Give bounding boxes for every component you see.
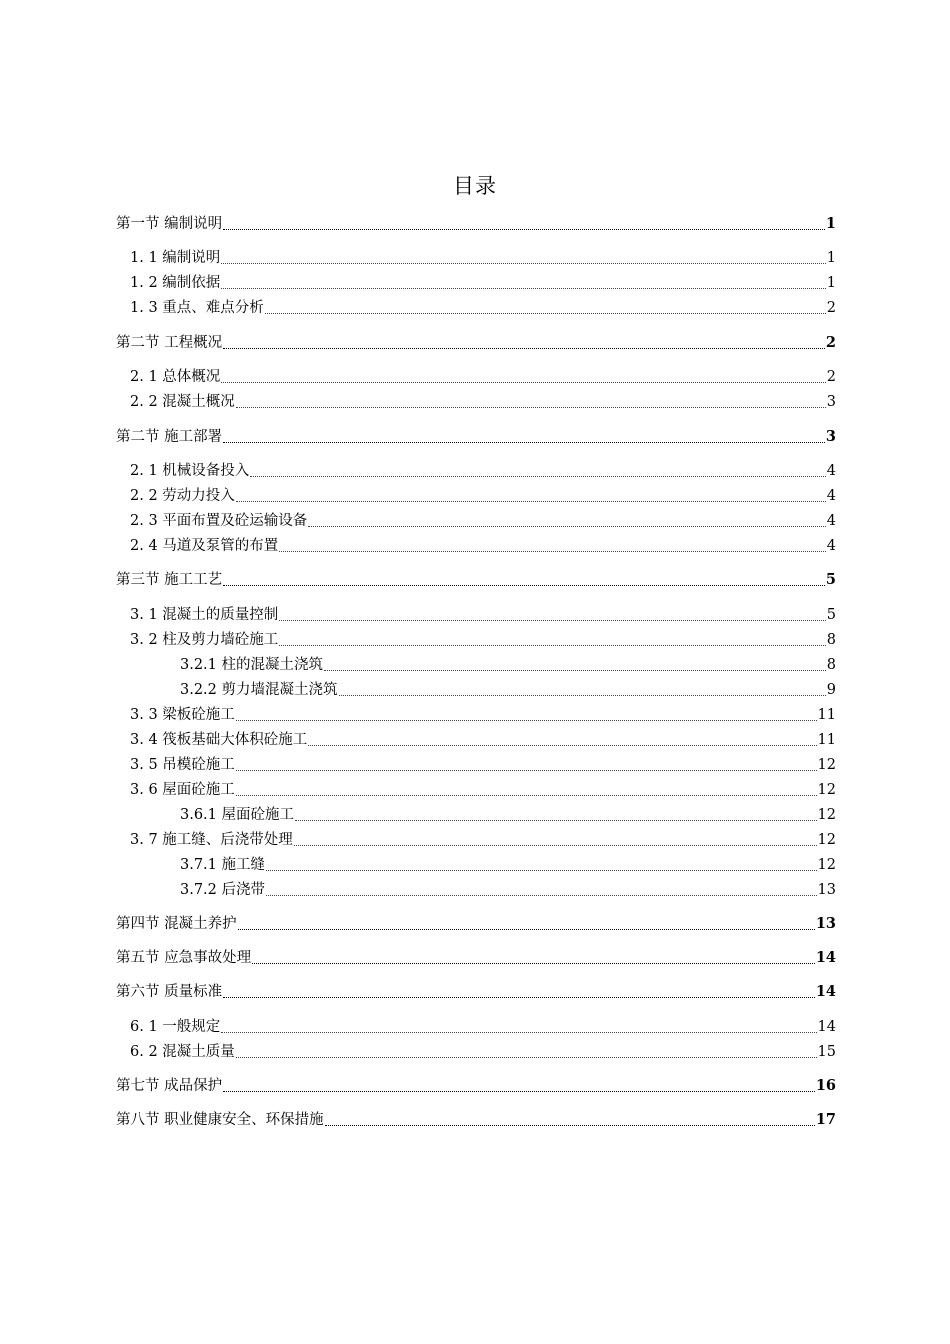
toc-entry[interactable] xyxy=(116,1076,836,1096)
toc-entry-label: 2. 1 总体概况 xyxy=(130,369,221,385)
toc-entry[interactable] xyxy=(130,730,836,750)
toc-dot-leader xyxy=(308,512,825,527)
toc-entry-page-number: 8 xyxy=(826,632,836,648)
toc-entry[interactable] xyxy=(180,805,836,825)
toc-entry[interactable] xyxy=(130,392,836,412)
toc-entry-page-number: 13 xyxy=(817,882,836,898)
toc-entry-label: 3.2.1 柱的混凝土浇筑 xyxy=(180,657,324,673)
toc-entry-page-number: 12 xyxy=(817,757,836,773)
toc-dot-leader xyxy=(236,393,826,408)
toc-dot-leader xyxy=(279,631,825,646)
toc-entry[interactable] xyxy=(130,486,836,506)
toc-entry-label: 第八节 职业健康安全、环保措施 xyxy=(116,1112,324,1128)
toc-entry-page-number: 14 xyxy=(815,983,836,1000)
toc-entry-label: 6. 1 一般规定 xyxy=(130,1019,221,1035)
toc-entry-label: 第六节 质量标准 xyxy=(116,984,223,1000)
toc-entry-page-number: 4 xyxy=(826,538,836,554)
toc-entry-label: 第四节 混凝土养护 xyxy=(116,916,237,932)
toc-entry[interactable] xyxy=(130,830,836,850)
toc-entry-label: 3. 2 柱及剪力墙砼施工 xyxy=(130,632,279,648)
toc-entry[interactable] xyxy=(180,680,836,700)
toc-entry[interactable] xyxy=(116,1110,836,1130)
toc-dot-leader xyxy=(223,1077,815,1092)
toc-entry-page-number: 2 xyxy=(826,300,836,316)
toc-entry-page-number: 16 xyxy=(815,1077,836,1094)
toc-entry[interactable] xyxy=(116,982,836,1002)
toc-title-last: 录 xyxy=(475,174,497,198)
toc-entry-page-number: 12 xyxy=(817,807,836,823)
toc-entry-page-number: 4 xyxy=(826,463,836,479)
toc-entry-page-number: 2 xyxy=(825,334,836,351)
toc-entry-label: 第一节 编制说明 xyxy=(116,216,223,232)
toc-entry-page-number: 12 xyxy=(817,832,836,848)
toc-dot-leader xyxy=(325,1111,815,1126)
toc-entry[interactable] xyxy=(130,273,836,293)
toc-dot-leader xyxy=(223,334,825,349)
toc-entry-label: 第七节 成品保护 xyxy=(116,1078,223,1094)
toc-entry-page-number: 1 xyxy=(826,275,836,291)
toc-entry-page-number: 11 xyxy=(817,732,836,748)
toc-entry[interactable] xyxy=(116,214,836,234)
toc-entry[interactable] xyxy=(130,630,836,650)
toc-entry[interactable] xyxy=(116,427,836,447)
toc-entry[interactable] xyxy=(180,880,836,900)
toc-entry-label: 3.7.1 施工缝 xyxy=(180,857,266,873)
toc-entry[interactable] xyxy=(130,755,836,775)
toc-dot-leader xyxy=(236,756,817,771)
toc-entry-page-number: 14 xyxy=(815,949,836,966)
toc-dot-leader xyxy=(223,571,825,586)
toc-dot-leader xyxy=(324,656,826,671)
toc-entry-page-number: 3 xyxy=(825,428,836,445)
toc-entry-label: 2. 3 平面布置及砼运输设备 xyxy=(130,513,308,529)
toc-entry-page-number: 12 xyxy=(817,782,836,798)
toc-entry-page-number: 14 xyxy=(817,1019,836,1035)
toc-dot-leader xyxy=(250,462,825,477)
toc-entry-page-number: 2 xyxy=(826,369,836,385)
toc-entry-label: 第五节 应急事故处理 xyxy=(116,950,252,966)
toc-entry[interactable] xyxy=(130,536,836,556)
toc-dot-leader xyxy=(279,606,825,621)
toc-dot-leader xyxy=(223,428,825,443)
toc-entry-page-number: 4 xyxy=(826,513,836,529)
toc-entry[interactable] xyxy=(116,948,836,968)
toc-entry-page-number: 9 xyxy=(826,682,836,698)
toc-entry-label: 第二节 工程概况 xyxy=(116,335,223,351)
toc-entry-label: 3.2.2 剪力墙混凝土浇筑 xyxy=(180,682,338,698)
toc-dot-leader xyxy=(238,915,815,930)
toc-dot-leader xyxy=(236,487,826,502)
toc-entry[interactable] xyxy=(130,511,836,531)
toc-entry-page-number: 5 xyxy=(825,571,836,588)
toc-entry[interactable] xyxy=(130,605,836,625)
toc-dot-leader xyxy=(295,806,817,821)
toc-entry[interactable] xyxy=(130,705,836,725)
toc-entry-label: 6. 2 混凝土质量 xyxy=(130,1044,235,1060)
toc-entry-label: 2. 2 混凝土概况 xyxy=(130,394,235,410)
toc-entry[interactable] xyxy=(130,248,836,268)
toc-entry-page-number: 1 xyxy=(826,250,836,266)
toc-dot-leader xyxy=(236,706,817,721)
toc-entry[interactable] xyxy=(130,461,836,481)
toc-entry-label: 3. 7 施工缝、后浇带处理 xyxy=(130,832,293,848)
toc-title-first: 目 xyxy=(453,174,475,198)
toc-dot-leader xyxy=(221,368,825,383)
toc-entry[interactable] xyxy=(116,570,836,590)
toc-entry[interactable] xyxy=(180,855,836,875)
toc-entry[interactable] xyxy=(116,914,836,934)
toc-entry-label: 3. 5 吊模砼施工 xyxy=(130,757,235,773)
toc-entry-page-number: 12 xyxy=(817,857,836,873)
toc-entry-page-number: 8 xyxy=(826,657,836,673)
toc-entry-label: 1. 1 编制说明 xyxy=(130,250,221,266)
toc-dot-leader xyxy=(236,781,817,796)
toc-entry-label: 3. 3 梁板砼施工 xyxy=(130,707,235,723)
toc-entry-label: 1. 2 编制依据 xyxy=(130,275,221,291)
toc-entry[interactable] xyxy=(130,298,836,318)
toc-entry-label: 3.6.1 屋面砼施工 xyxy=(180,807,295,823)
toc-entry[interactable] xyxy=(180,655,836,675)
toc-entry-label: 第二节 施工部署 xyxy=(116,429,223,445)
toc-dot-leader xyxy=(308,731,816,746)
toc-dot-leader xyxy=(252,949,815,964)
toc-entry[interactable] xyxy=(130,1017,836,1037)
toc-entry-page-number: 3 xyxy=(826,394,836,410)
toc-dot-leader xyxy=(294,831,817,846)
toc-entry[interactable] xyxy=(116,333,836,353)
toc-dot-leader xyxy=(221,274,825,289)
toc-entry-label: 2. 1 机械设备投入 xyxy=(130,463,250,479)
toc-dot-leader xyxy=(236,1043,817,1058)
toc-entry-page-number: 11 xyxy=(817,707,836,723)
toc-entry-page-number: 1 xyxy=(825,215,836,232)
toc-entry-page-number: 5 xyxy=(826,607,836,623)
toc-entry-label: 第三节 施工工艺 xyxy=(116,572,223,588)
toc-dot-leader xyxy=(339,681,826,696)
toc-dot-leader xyxy=(265,299,826,314)
toc-entry-label: 2. 4 马道及泵管的布置 xyxy=(130,538,279,554)
toc-dot-leader xyxy=(279,537,825,552)
toc-entry[interactable] xyxy=(130,367,836,387)
toc-dot-leader xyxy=(266,881,817,896)
toc-entry-label: 3. 4 筏板基础大体积砼施工 xyxy=(130,732,308,748)
toc-entry-page-number: 15 xyxy=(817,1044,836,1060)
toc-entry-label: 3. 6 屋面砼施工 xyxy=(130,782,235,798)
toc-entry-label: 3.7.2 后浇带 xyxy=(180,882,266,898)
toc-entry[interactable] xyxy=(130,780,836,800)
toc-dot-leader xyxy=(223,215,825,230)
toc-entry-label: 3. 1 混凝土的质量控制 xyxy=(130,607,279,623)
toc-entry-page-number: 13 xyxy=(815,915,836,932)
toc-entry-page-number: 17 xyxy=(815,1111,836,1128)
toc-entry-label: 1. 3 重点、难点分析 xyxy=(130,300,264,316)
toc-entry-label: 2. 2 劳动力投入 xyxy=(130,488,235,504)
toc-dot-leader xyxy=(221,1018,816,1033)
toc-entry-page-number: 4 xyxy=(826,488,836,504)
toc-entry[interactable] xyxy=(130,1042,836,1062)
toc-dot-leader xyxy=(223,983,815,998)
toc-dot-leader xyxy=(266,856,817,871)
toc-dot-leader xyxy=(221,249,825,264)
